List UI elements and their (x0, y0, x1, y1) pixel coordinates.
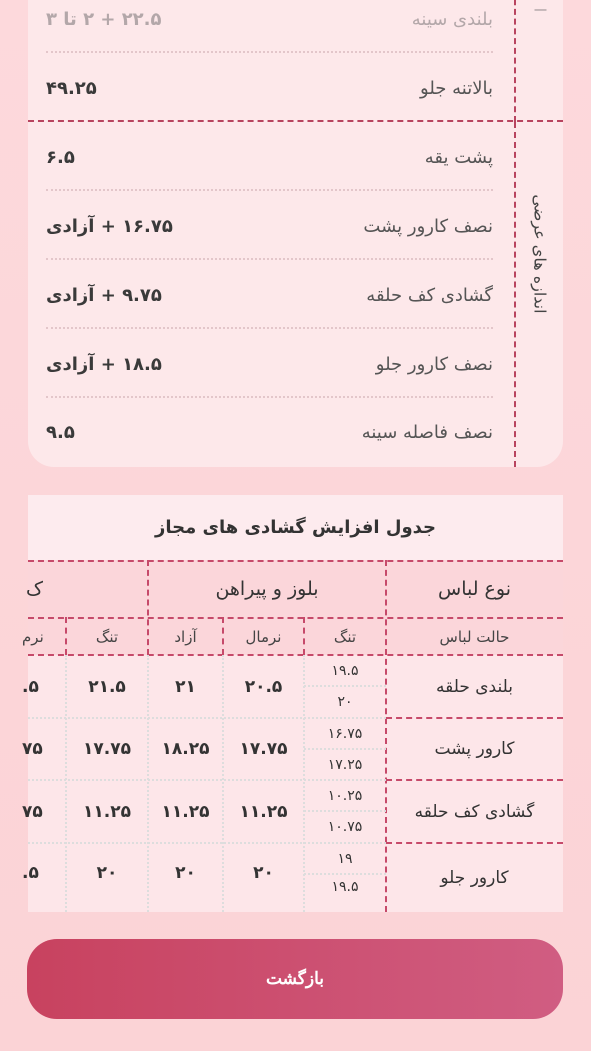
normal-value: ۱۱.۲۵ (223, 780, 304, 843)
grid-line (28, 617, 563, 619)
grid-line (304, 748, 386, 750)
measure-row (46, 330, 493, 398)
table-row-name: کارور پشت (386, 718, 563, 780)
group-header-partial (28, 560, 148, 618)
normal-value: ۱۷.۷۵ (223, 718, 304, 780)
normal-value-2 (22, 718, 66, 780)
table-row-name: گشادی کف حلقه (386, 780, 563, 843)
tight-value-2: ۱۷.۷۵ (66, 718, 148, 780)
grid-line (28, 560, 563, 562)
measure-value: ۶.۵ (46, 146, 75, 168)
tight-value: ۱۰.۷۵ (304, 811, 386, 843)
measure-name: بالاتنه جلو (420, 77, 493, 99)
ease-table-card (22, 495, 563, 912)
table-title: جدول افزایش گشادی های مجاز (28, 495, 563, 560)
subheader-normal: نرمال (223, 618, 304, 655)
grid-line (147, 655, 149, 912)
garment-type-header: نوع لباس (386, 560, 563, 618)
grid-line (147, 560, 149, 655)
group-header-blouse: بلوز و پیراهن (148, 560, 386, 618)
subheader-normal-2 (22, 618, 66, 655)
ease-table[interactable] (22, 560, 563, 912)
tight-value: ۱۹.۵ (304, 655, 386, 686)
grid-line (303, 617, 305, 655)
grid-line (386, 779, 563, 781)
measure-name: پشت یقه (424, 146, 493, 168)
measure-name: نصف کارور جلو (375, 353, 493, 375)
measure-row (46, 398, 493, 466)
grid-line (28, 842, 386, 844)
measure-value: ۱۸.۵ + آزادی (46, 353, 162, 375)
normal-value-2-text: .۵ (22, 676, 39, 697)
grid-line (304, 873, 386, 875)
grid-line (28, 654, 563, 656)
tight-value: ۲۰ (304, 686, 386, 718)
subheader-loose: آزاد (148, 618, 223, 655)
grid-line (65, 617, 67, 655)
loose-value: ۱۱.۲۵ (148, 780, 223, 843)
width-section-label: اندازه های عرضی (530, 194, 549, 314)
length-section-label: ا (530, 7, 549, 13)
loose-value: ۱۸.۲۵ (148, 718, 223, 780)
measure-value: ۱۶.۷۵ + آزادی (46, 215, 173, 237)
measurements-card (28, 0, 563, 467)
measure-row (46, 0, 493, 53)
grid-line (385, 560, 387, 912)
measure-row (46, 123, 493, 191)
measure-name: بلندی سینه (411, 8, 493, 30)
tight-value: ۱۹ (304, 843, 386, 874)
group-header-partial-text: ک (26, 578, 44, 600)
normal-value: ۲۰.۵ (223, 655, 304, 718)
normal-value-2 (22, 655, 66, 718)
grid-line (304, 810, 386, 812)
measure-name: گشادی کف حلقه (366, 284, 493, 306)
measure-name: نصف فاصله سینه (361, 421, 493, 443)
measure-row (46, 54, 493, 122)
loose-value: ۲۰ (148, 843, 223, 912)
measure-value: ۲۲.۵ + ۲ تا ۳ (46, 8, 162, 30)
normal-value-2-text: .۵ (22, 863, 39, 883)
normal-value: ۲۰ (223, 843, 304, 912)
back-button[interactable]: بازگشت (27, 939, 563, 1019)
subheader-tight: تنگ (304, 618, 386, 655)
tight-value: ۱۹.۵ (304, 874, 386, 912)
grid-line (386, 842, 563, 844)
length-section-column (514, 0, 563, 122)
tight-value: ۱۰.۲۵ (304, 780, 386, 811)
width-section-column (514, 122, 563, 467)
subheader-tight-2: تنگ (66, 618, 148, 655)
grid-line (28, 779, 386, 781)
normal-value-2-text: ۷۵ (22, 739, 43, 759)
table-row-name: بلندی حلقه (386, 655, 563, 718)
normal-value-2 (22, 780, 66, 843)
tight-value-2: ۱۱.۲۵ (66, 780, 148, 843)
tight-value: ۱۶.۷۵ (304, 718, 386, 749)
grid-line (222, 617, 224, 655)
subheader-normal-2-text: نرم (22, 627, 44, 646)
table-row-name: کارور جلو (386, 843, 563, 912)
measure-value: ۹.۵ (46, 421, 75, 443)
measure-value: ۴۹.۲۵ (46, 77, 97, 99)
normal-value-2 (22, 843, 66, 912)
normal-value-2-text: ۷۵ (22, 801, 43, 822)
garment-state-header: حالت لباس (386, 618, 563, 655)
measure-row (46, 261, 493, 329)
grid-line (28, 717, 386, 719)
tight-value-2: ۲۰ (66, 843, 148, 912)
measure-name: نصف کارور پشت (363, 215, 493, 237)
measure-row (46, 192, 493, 260)
grid-line (222, 655, 224, 912)
grid-line (386, 717, 563, 719)
measure-value: ۹.۷۵ + آزادی (46, 284, 162, 306)
loose-value: ۲۱ (148, 655, 223, 718)
tight-value: ۱۷.۲۵ (304, 749, 386, 780)
grid-line (65, 655, 67, 912)
grid-line (304, 685, 386, 687)
tight-value-2: ۲۱.۵ (66, 655, 148, 718)
